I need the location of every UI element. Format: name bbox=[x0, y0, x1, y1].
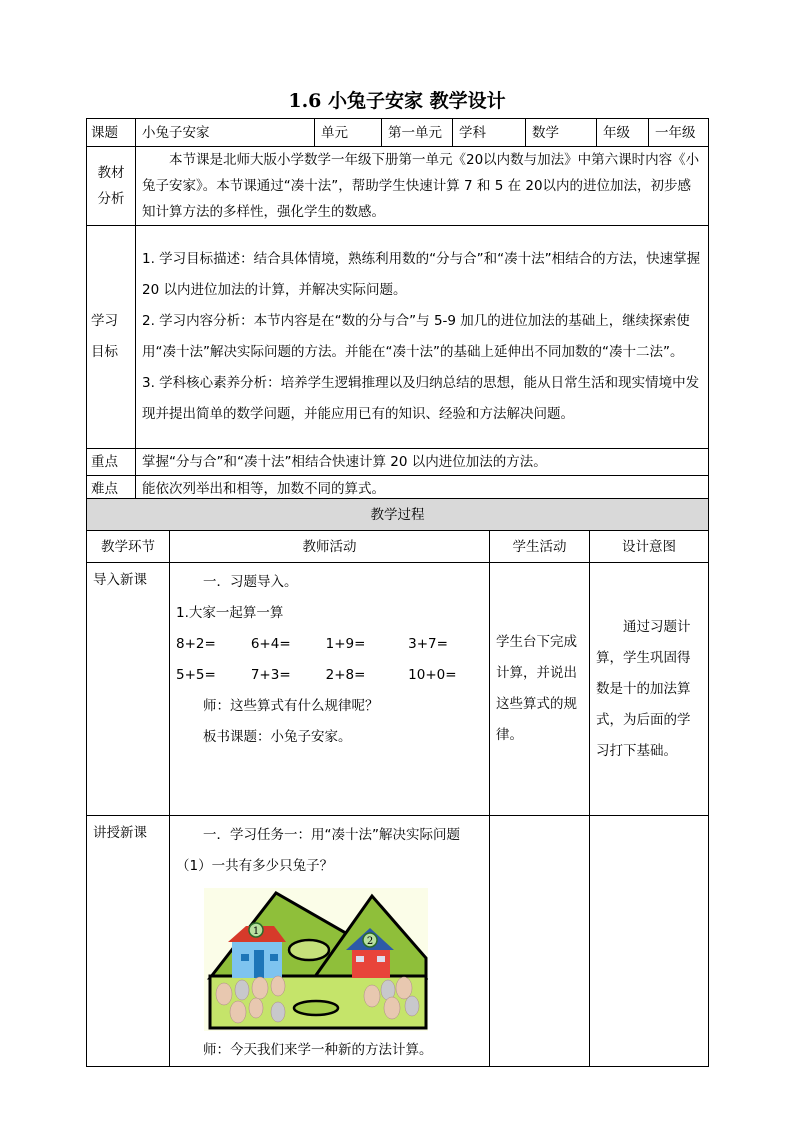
subject-label: 学科 bbox=[453, 119, 526, 147]
difficulty-text: 能依次列举出和相等，加数不同的算式。 bbox=[136, 476, 709, 503]
key-point-text: 掌握“分与合”和“凑十法”相结合快速计算 20 以内进位加法的方法。 bbox=[136, 449, 709, 476]
equation: 10+0= bbox=[408, 667, 457, 683]
process-header: 教学过程 bbox=[87, 499, 709, 531]
column-header: 设计意图 bbox=[590, 531, 709, 563]
equation-row bbox=[176, 629, 483, 660]
equation: 1+9= bbox=[325, 636, 366, 652]
goals-content bbox=[136, 226, 709, 449]
topic-value: 小兔子安家 bbox=[136, 119, 315, 147]
analysis-text: 本节课是北师大版小学数学一年级下册第一单元《20以内数与加法》中第六课时内容《小兔子安家》。本节课通过“凑十法”，帮助学生快速计算 7 和 5 在 20以内的进位加法，初步感知计算方法的多样性，强化学生的数感。 bbox=[136, 147, 709, 226]
activity-heading: 一．学习任务一：用“凑十法”解决实际问题 bbox=[203, 827, 460, 843]
house-label: 1 bbox=[252, 926, 260, 937]
teacher-question: 师：这些算式有什么规律呢？ bbox=[203, 698, 379, 714]
equation-row bbox=[176, 660, 483, 691]
teacher-statement: 师：今天我们来学一种新的方法计算。 bbox=[203, 1042, 433, 1058]
document-title: 1.6 小兔子安家 教学设计 bbox=[288, 90, 506, 112]
grade-label: 年级 bbox=[597, 119, 649, 147]
analysis-label-text: 教材分析 bbox=[97, 165, 125, 207]
teaching-process-table bbox=[86, 498, 709, 1067]
column-header: 教学环节 bbox=[87, 531, 170, 563]
design-intent-cell bbox=[590, 816, 709, 1067]
key-point-label: 重点 bbox=[87, 449, 136, 476]
goal-item: 1. 学习目标描述：结合具体情境，熟练利用数的“分与合”和“凑十法”相结合的方法，快速掌握 20 以内进位加法的计算，并解决实际问题。 bbox=[142, 251, 701, 298]
column-header: 教师活动 bbox=[170, 531, 490, 563]
equation: 6+4= bbox=[250, 636, 291, 652]
equation: 8+2= bbox=[176, 636, 216, 652]
rabbit-houses-picture bbox=[204, 888, 428, 1031]
teacher-activity-cell bbox=[170, 816, 490, 1067]
equation: 7+3= bbox=[250, 667, 291, 683]
activity-sub: 1.大家一起算一算 bbox=[176, 605, 284, 621]
topic-label: 课题 bbox=[87, 119, 136, 147]
activity-sub: （1）一共有多少只兔子？ bbox=[176, 858, 334, 874]
goal-item: 2. 学习内容分析：本节内容是在“数的分与合”与 5-9 加几的进位加法的基础上，继续探索使用“凑十法”解决实际问题的方法。并能在“凑十法”的基础上延伸出不同加数的“凑十二法”。 bbox=[142, 313, 690, 360]
activity-heading: 一．习题导入。 bbox=[203, 574, 298, 590]
student-activity-cell: 学生台下完成计算，并说出这些算式的规律。 bbox=[490, 563, 590, 816]
board-title: 板书课题：小兔子安家。 bbox=[203, 729, 352, 745]
goals-label-text: 学习目标 bbox=[91, 313, 118, 360]
equation: 3+7= bbox=[408, 636, 448, 652]
equation: 2+8= bbox=[325, 667, 366, 683]
equation: 5+5= bbox=[176, 667, 216, 683]
column-header: 学生活动 bbox=[490, 531, 590, 563]
unit-value: 第一单元 bbox=[382, 119, 453, 147]
design-intent-cell: 通过习题计算，学生巩固得数是十的加法算式，为后面的学习打下基础。 bbox=[590, 563, 709, 816]
grade-value: 一年级 bbox=[649, 119, 709, 147]
stage-cell: 讲授新课 bbox=[87, 816, 170, 1067]
stage-cell: 导入新课 bbox=[87, 563, 170, 816]
student-activity-cell bbox=[490, 816, 590, 1067]
teacher-activity-cell bbox=[170, 563, 490, 816]
analysis-label bbox=[87, 147, 136, 226]
subject-value: 数学 bbox=[526, 119, 597, 147]
goals-label bbox=[87, 226, 136, 449]
unit-label: 单元 bbox=[315, 119, 382, 147]
lesson-info-table bbox=[86, 118, 709, 503]
house-label: 2 bbox=[366, 936, 374, 947]
difficulty-label: 难点 bbox=[87, 476, 136, 503]
goal-item: 3. 学科核心素养分析：培养学生逻辑推理以及归纳总结的思想，能从日常生活和现实情境中发现并提出简单的数学问题，并能应用已有的知识、经验和方法解决问题。 bbox=[142, 375, 700, 422]
